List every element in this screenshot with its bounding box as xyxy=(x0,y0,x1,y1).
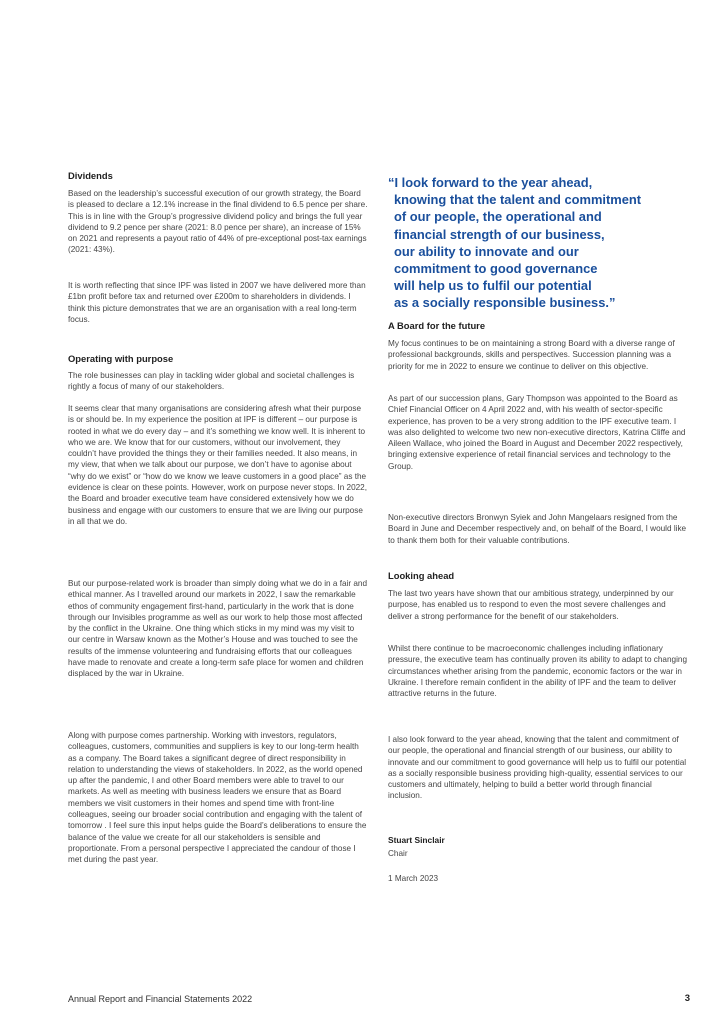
pull-quote-line: as a socially responsible business.” xyxy=(394,295,616,311)
board-paragraph-2: As part of our succession plans, Gary Thompson was appointed to the Board as Chief Financial Officer on 4 April 2022 and, with his wealth of sector-specific experience, has proven to be a very strong addition to the IPF executive team. I was also delighted to welcome two new non-executive directors, Katrina Cliffe and Aileen Wallace, who joined the Board in August and December 2022 respectively, bringing extensive experience of retail financial services and technology to the Group. xyxy=(388,394,686,471)
pull-quote-line: commitment to good governance xyxy=(394,261,598,277)
board-for-future-heading: A Board for the future xyxy=(388,320,486,331)
signature-role: Chair xyxy=(388,849,408,858)
purpose-paragraph-4: Along with purpose comes partnership. Working with investors, regulators, colleagues, customers, communities and suppliers is key to our long-term health as a company. The Board takes a significant degree of direct responsibility in relation to understanding the views of stakeholders. In 2022, as the world opened up after the pandemic, I and other Board members were able to travel to our markets. As well as meeting with business leaders we ensure that as Board members we visit customers in their homes and spend time with front-line colleagues, seeing our broader social contribution and engaging with the talent of tomorrow . I feel sure this input helps guide the Board’s deliberations to ensure the balance of the value we create for all our stakeholders is sensible and proportionate. From a personal perspective I appreciated the candour of those I met during the past year. xyxy=(68,731,367,865)
signature-name: Stuart Sinclair xyxy=(388,835,445,845)
ahead-paragraph-2: Whilst there continue to be macroeconomic challenges including inflationary pressure, the executive team has continually proven its ability to adapt to changing circumstances whether arising from the pandemic, economic factors or the war in Ukraine. I therefore remain confident in the ability of IPF and the team to deliver attractive returns in the future. xyxy=(388,644,688,699)
pull-quote-line: financial strength of our business, xyxy=(394,226,605,242)
page-number: 3 xyxy=(684,993,690,1004)
operating-with-purpose-heading: Operating with purpose xyxy=(68,353,174,364)
footer-report-title: Annual Report and Financial Statements 2022 xyxy=(68,994,253,1004)
board-paragraph-3: Non-executive directors Bronwyn Syiek and John Mangelaars resigned from the Board in June and December respectively and, on behalf of the Board, I would like to thank them both for their valuable contributions. xyxy=(388,513,687,545)
purpose-paragraph-3: But our purpose-related work is broader than simply doing what we do in a fair and ethical manner. As I travelled around our markets in 2022, I saw the remarkable ethos of community engagement first-hand, particularly in the work that is done through our Invisibles programme as well as our work to help those most affected by the conflict in the Ukraine. One thing which sticks in my mind was my visit to our centre in Warsaw known as the Mother’s House and was touched to see the results of the immense volunteering and fundraising efforts that our colleagues have made to renovate and create a long-term safe place for women and children displaced by the war in Ukraine. xyxy=(68,579,368,679)
pull-quote-line: knowing that the talent and commitment xyxy=(394,192,642,208)
purpose-paragraph-2: It seems clear that many organisations are considering afresh what their purpose is or should be. In my experience the position at IPF is different – our purpose is rooted in what we do every day – and it’s something we know well. It is inherent to who we are. We know that for our customers, without our involvement, they couldn’t have provided the things they or their families needed. It also means, in my view, that when we talk about our purpose, we don’t have to agonise about “why do we exist” or “how do we know we leave customers in a good place” as the evidence is clear on these points. However, work on purpose never stops. In 2022, the Board and broader executive team have considered extensively how we do business and engage with our customers to ensure that we are living our purpose in all that we do. xyxy=(68,404,368,526)
looking-ahead-heading: Looking ahead xyxy=(388,570,455,581)
pull-quote-line: our ability to innovate and our xyxy=(394,243,579,259)
pull-quote-line: will help us to fulfil our potential xyxy=(394,278,592,294)
board-paragraph-1: My focus continues to be on maintaining a strong Board with a diverse range of professional backgrounds, skills and perspectives. Succession planning was a priority for me in 2022 to ensure we continue to deliver on this objective. xyxy=(388,339,675,371)
ahead-paragraph-1: The last two years have shown that our ambitious strategy, underpinned by our purpose, has enabled us to respond to even the most severe challenges and deliver a strong performance for the benefit of our stakeholders. xyxy=(388,589,674,621)
purpose-paragraph-1: The role businesses can play in tackling wider global and societal challenges is rightly a focus of many of our stakeholders. xyxy=(68,371,355,392)
dividends-heading: Dividends xyxy=(68,170,113,181)
dividends-paragraph-1: Based on the leadership’s successful execution of our growth strategy, the Board is pleased to declare a 12.1% increase in the final dividend to 6.5 pence per share. This is in line with the Group’s progressive dividend policy and brings the full year dividend to 9.2 pence per share (2021: 8.0 pence per share), an increase of 15% on 2021 and represents a payout ratio of 44% of pre-exceptional post-tax earnings (2021: 43%). xyxy=(68,189,368,255)
ahead-paragraph-3: I also look forward to the year ahead, knowing that the talent and commitment of our people, the operational and financial strength of our business, our ability to innovate and our commitment to good governance will help us to fulfil our potential as a socially responsible business providing high-quality, essential services to our customers and ultimately, helping to build a better world through financial inclusion. xyxy=(388,735,687,801)
pull-quote-line: “I look forward to the year ahead, xyxy=(388,175,593,190)
dividends-paragraph-2: It is worth reflecting that since IPF was listed in 2007 we have delivered more than £1bn profit before tax and returned over £200m to shareholders in dividends. I think this picture demonstrates that we are an organisation with a real long-term focus. xyxy=(68,281,366,324)
pull-quote xyxy=(388,174,718,312)
signature-date: 1 March 2023 xyxy=(388,874,439,883)
pull-quote-line: of our people, the operational and xyxy=(394,209,602,225)
